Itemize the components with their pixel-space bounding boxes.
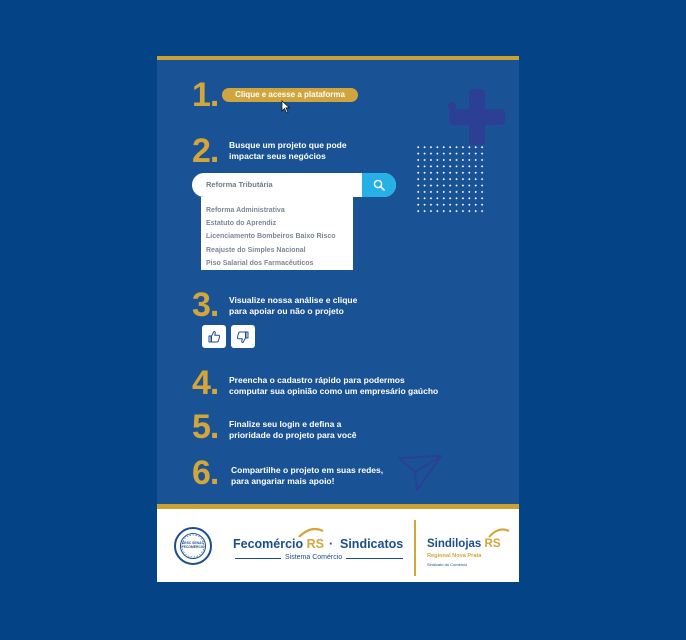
sistema-comercio-label: Sistema Comércio	[281, 554, 346, 561]
info-card	[157, 56, 519, 582]
step-1-number: 1.	[192, 76, 219, 114]
step-6-text	[231, 465, 383, 486]
suggestion-item[interactable]: Piso Salarial dos Farmacêuticos	[206, 259, 314, 267]
search-input[interactable]: Reforma Tributária	[206, 180, 273, 189]
sindilojas-logo	[427, 538, 501, 550]
footer-logos	[157, 509, 519, 582]
sindilojas-rs: RS	[484, 538, 501, 550]
step-4-text	[229, 375, 438, 396]
step-6-number: 6.	[192, 454, 219, 492]
thumbs-down-icon	[236, 330, 250, 344]
fecomercio-logo	[233, 537, 324, 551]
top-gold-line	[157, 56, 519, 60]
search-suggestions	[201, 197, 353, 270]
step-5-line-2: prioridade do projeto para você	[229, 429, 357, 440]
step-6-line-1: Compartilhe o projeto em suas redes,	[231, 465, 384, 475]
sindicato-sub-label: Sindicato do Comércio	[427, 562, 468, 567]
step-3-number: 3.	[192, 286, 219, 324]
suggestion-item[interactable]: Licenciamento Bombeiros Baixo Risco	[206, 233, 336, 241]
step-4-number: 4.	[192, 364, 219, 402]
search-button[interactable]	[362, 173, 396, 197]
like-button[interactable]	[202, 325, 226, 348]
paper-plane-icon	[397, 452, 443, 492]
step-4-line-2: computar sua opinião como um empresário gaúcho	[229, 385, 439, 396]
fecomercio-name: Fecomércio	[233, 537, 304, 551]
step-5-line-1: Finalize seu login e defina a	[229, 419, 342, 429]
sindilojas-swoosh	[487, 528, 511, 539]
dislike-button[interactable]	[231, 325, 255, 348]
step-5-number: 5.	[192, 408, 219, 446]
step-3-line-1: Visualize nossa análise e clique	[229, 295, 358, 305]
access-platform-button[interactable]: Clique e acesse a plataforma	[222, 88, 358, 102]
step-2-number: 2.	[192, 132, 219, 170]
dot-pattern	[415, 144, 485, 214]
suggestion-item[interactable]: Estatuto do Aprendiz	[206, 220, 277, 228]
dot-separator: ·	[329, 537, 334, 551]
seal-text: SESC SENAC FECOMÉRCIO	[181, 541, 205, 549]
step-2-line-1: Busque um projeto que pode	[229, 140, 347, 150]
step-3-text	[229, 295, 357, 316]
sindilojas-name: Sindilojas	[427, 538, 482, 550]
regional-label: Regional Nova Prata	[427, 553, 482, 559]
step-6-line-2: para angariar mais apoio!	[231, 475, 335, 486]
suggestion-item[interactable]: Reforma Administrativa	[206, 207, 285, 214]
fecomercio-swoosh	[297, 527, 325, 539]
mouse-cursor-icon	[281, 100, 291, 114]
sindicatos-label: Sindicatos	[340, 537, 404, 551]
suggestion-item[interactable]: Reajuste do Simples Nacional	[206, 246, 306, 254]
step-4-line-1: Preencha o cadastro rápido para podermos	[229, 375, 405, 385]
step-2-line-2: impactar seus negócios	[229, 150, 326, 161]
step-5-text	[229, 419, 357, 440]
step-2-text	[229, 140, 347, 161]
thumbs-up-icon	[207, 330, 221, 344]
search-bar[interactable]	[192, 173, 396, 197]
search-icon	[373, 179, 385, 191]
step-3-line-2: para apoiar ou não o projeto	[229, 305, 344, 316]
fecomercio-rs: RS	[306, 537, 325, 551]
footer-divider	[414, 520, 416, 576]
